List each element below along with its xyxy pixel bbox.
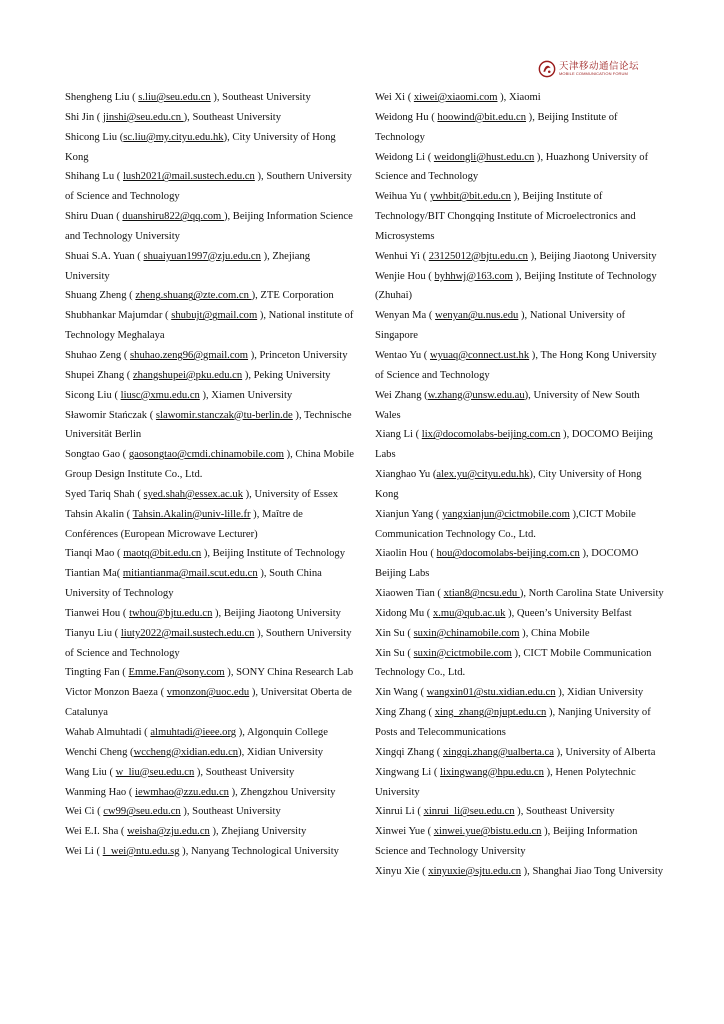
- open-paren: (: [141, 727, 151, 738]
- contributor-entry: [65, 822, 355, 842]
- contributor-entry: [65, 406, 355, 446]
- contributor-entry: [375, 544, 665, 584]
- contributor-email-link[interactable]: shuhao.zeng96@gmail.com: [130, 349, 249, 361]
- contributor-affiliation: ), Beijing Institute of Technology/BIT Chongqing Institute of Microelectronics and Microsystems: [375, 191, 636, 242]
- contributor-name: Wang Liu: [65, 766, 107, 778]
- contributor-name: Shupei Zhang: [65, 369, 125, 381]
- contributor-email-link[interactable]: iewmhao@zzu.edu.cn: [135, 786, 229, 798]
- contributor-email-link[interactable]: hou@docomolabs-beijing.com.cn: [436, 548, 580, 560]
- contributor-email-link[interactable]: 23125012@bjtu.edu.cn: [428, 250, 528, 262]
- contributor-name: Tingting Fan: [65, 667, 120, 679]
- contributor-affiliation: ), SONY China Research Lab: [224, 667, 354, 679]
- contributor-email-link[interactable]: byhhwj@163.com: [434, 270, 513, 282]
- contributor-name: Xinyu Xie: [375, 865, 420, 877]
- open-paren: (: [126, 290, 136, 302]
- forum-logo: [538, 60, 639, 78]
- contributor-affiliation: ), City University of Hong Kong: [375, 469, 642, 500]
- open-paren: (: [111, 389, 121, 401]
- contributor-name: Xing Zhang: [375, 707, 426, 719]
- contributor-email-link[interactable]: Emme.Fan@sony.com: [128, 667, 225, 679]
- contributor-affiliation: ), Xidian University: [555, 687, 644, 699]
- contributor-entry: [375, 743, 665, 763]
- contributor-email-link[interactable]: weisha@zju.edu.cn: [127, 826, 210, 838]
- contributor-entry: [65, 802, 355, 822]
- contributor-name: Tianwei Hou: [65, 607, 121, 619]
- open-paren: (: [430, 469, 437, 481]
- contributor-email-link[interactable]: syed.shah@essex.ac.uk: [143, 488, 243, 500]
- contributor-affiliation: ), The Hong Kong University of Science and Technology: [375, 349, 657, 381]
- open-paren: (: [421, 191, 430, 203]
- contributor-affiliation: ), Princeton University: [248, 349, 348, 361]
- contributor-email-link[interactable]: shuaiyuan1997@zju.edu.cn: [143, 250, 261, 262]
- open-paren: (: [417, 687, 427, 699]
- contributor-email-link[interactable]: w_liu@seu.edu.cn: [115, 766, 195, 778]
- contributor-affiliation: ), Southeast University: [514, 806, 615, 818]
- open-paren: (: [428, 111, 438, 123]
- contributor-entry: [65, 108, 355, 128]
- contributor-email-link[interactable]: jinshi@seu.edu.cn: [102, 111, 184, 123]
- open-paren: (: [113, 211, 123, 223]
- contributor-email-link[interactable]: lush2021@mail.sustech.edu.cn: [122, 171, 255, 183]
- contributor-affiliation: ), Xidian University: [238, 746, 324, 758]
- open-paren: (: [424, 826, 434, 838]
- open-paren: (: [421, 389, 428, 401]
- contributor-email-link[interactable]: suxin@cictmobile.com: [413, 647, 512, 659]
- open-paren: (: [404, 647, 414, 659]
- contributor-entry: [375, 267, 665, 307]
- contributor-name: Xianghao Yu: [375, 469, 431, 481]
- open-paren: (: [425, 707, 435, 719]
- contributor-name: Weidong Li: [375, 151, 426, 163]
- contributor-email-link[interactable]: lixingwang@hpu.edu.cn: [440, 766, 544, 778]
- contributor-email-link[interactable]: maotq@bit.edu.cn: [123, 548, 202, 560]
- contributor-email-link[interactable]: xiwei@xiaomi.com: [413, 92, 498, 103]
- contributor-email-link[interactable]: wenyan@u.nus.edu: [435, 310, 519, 322]
- contributor-affiliation: ), Beijing Institute of Technology: [375, 111, 618, 143]
- contributor-name: Wentao Yu: [375, 349, 422, 361]
- contributor-email-link[interactable]: cw99@seu.edu.cn: [103, 806, 181, 818]
- contributor-email-link[interactable]: l_wei@ntu.edu.sg: [102, 846, 180, 858]
- contributor-email-link[interactable]: Tahsin.Akalin@univ-lille.fr: [132, 508, 251, 520]
- contributor-name: Wei Li: [65, 846, 94, 858]
- contributor-name: Xianjun Yang: [375, 508, 434, 520]
- contributor-email-link[interactable]: liusc@xmu.edu.cn: [120, 389, 200, 401]
- contributor-affiliation: ), North Carolina State University: [519, 588, 664, 600]
- open-paren: (: [120, 607, 130, 619]
- contributor-name: Wenchi Cheng: [65, 746, 128, 758]
- contributor-email-link[interactable]: zheng.shuang@zte.com.cn: [135, 290, 252, 302]
- contributor-affiliation: ), National institute of Technology Meghalaya: [65, 310, 354, 342]
- contributor-email-link[interactable]: duanshiru822@qq.com: [122, 211, 224, 223]
- contributor-affiliation: ), National University of Singapore: [375, 310, 626, 342]
- contributor-entry: [65, 286, 355, 306]
- contributor-affiliation: ), Shanghai Jiao Tong University: [521, 865, 664, 877]
- contributor-name: Xingqi Zhang: [375, 746, 435, 758]
- contributor-entry: [65, 663, 355, 683]
- contributor-affiliation: ), Queen’s University Belfast: [505, 607, 632, 619]
- contributor-name: Wenyan Ma: [375, 310, 427, 322]
- contributor-email-link[interactable]: slawomir.stanczak@tu-berlin.de: [155, 409, 293, 421]
- contributor-affiliation: ), Xiamen University: [199, 389, 293, 401]
- contributor-entry: [65, 624, 355, 664]
- contributor-email-link[interactable]: zhangshupei@pku.edu.cn: [132, 369, 243, 381]
- contributor-name: Songtao Gao: [65, 449, 121, 461]
- contributor-email-link[interactable]: weidongli@hust.edu.cn: [433, 151, 535, 163]
- contributor-name: Xidong Mu: [375, 607, 425, 619]
- contributor-affiliation: ), Technische Universität Berlin: [65, 409, 352, 441]
- contributor-email-link[interactable]: shubujt@gmail.com: [171, 310, 258, 322]
- open-paren: (: [431, 766, 441, 778]
- open-paren: (: [114, 171, 123, 183]
- open-paren: (: [129, 92, 139, 103]
- contributor-email-link[interactable]: sc.liu@my.cityu.edu.hk: [123, 131, 224, 143]
- open-paren: (: [157, 687, 167, 699]
- contributor-affiliation: ), China Mobile: [519, 627, 590, 639]
- contributor-email-link[interactable]: wccheng@xidian.edu.cn: [133, 746, 239, 758]
- contributor-affiliation: ), Peking University: [242, 369, 331, 381]
- contributor-name: Wei Ci: [65, 806, 95, 818]
- contributor-entry: [65, 128, 355, 168]
- contributor-name: Tianqi Mao: [65, 548, 115, 560]
- open-paren: (: [112, 627, 121, 639]
- open-paren: (: [424, 607, 433, 619]
- contributor-email-link[interactable]: s.liu@seu.edu.cn: [138, 92, 211, 103]
- open-paren: (: [414, 806, 424, 818]
- open-paren: (: [427, 548, 437, 560]
- contributor-name: Xinrui Li: [375, 806, 415, 818]
- contributor-name: Shuai S.A. Yuan: [65, 250, 135, 262]
- contributor-entry: [65, 247, 355, 287]
- contributor-name: Syed Tariq Shah: [65, 488, 135, 500]
- contributor-affiliation: ), Beijing Information Science and Technology University: [375, 826, 638, 858]
- contributor-entry: [65, 386, 355, 406]
- contributor-entry: [375, 822, 665, 862]
- contributor-name: Xiang Li: [375, 429, 413, 441]
- contributor-entry: [65, 544, 355, 564]
- contributor-entry: [65, 505, 355, 545]
- contributor-entry: [65, 445, 355, 485]
- contributor-name: Victor Monzon Baeza: [65, 687, 158, 699]
- contributor-affiliation: ), Universitat Oberta de Catalunya: [65, 687, 352, 719]
- contributor-affiliation: ), South China University of Technology: [65, 568, 322, 600]
- contributor-affiliation: ), Huazhong University of Science and Technology: [375, 151, 649, 183]
- contributor-email-link[interactable]: xing_zhang@njupt.edu.cn: [434, 707, 547, 719]
- open-paren: (: [118, 826, 128, 838]
- open-paren: (: [94, 111, 103, 123]
- contributor-affiliation: ), China Mobile Group Design Institute Co., Ltd.: [65, 449, 354, 481]
- contributor-email-link[interactable]: xinrui_li@seu.edu.cn: [423, 806, 515, 818]
- contributor-affiliation: ),CICT Mobile Communication Technology Co., Ltd.: [375, 508, 636, 540]
- open-paren: (: [121, 349, 131, 361]
- contributor-name: Weidong Hu: [375, 111, 429, 123]
- contributor-email-link[interactable]: wyuaq@connect.ust.hk: [429, 349, 530, 361]
- contributor-affiliation: ), Henen Polytechnic University: [375, 766, 636, 798]
- contributor-entry: [375, 148, 665, 188]
- contributor-name: Wei Zhang: [375, 389, 422, 401]
- contributor-email-link[interactable]: yangxianjun@cictmobile.com: [442, 508, 570, 520]
- contributor-affiliation: ), Southern University of Science and Technology: [65, 627, 352, 659]
- contributor-affiliation: ), Zhejiang University: [65, 250, 311, 282]
- contributor-name: Wenjie Hou: [375, 270, 426, 282]
- contributor-entry: [65, 485, 355, 505]
- contributor-entry: [65, 167, 355, 207]
- contributor-entry: [375, 862, 665, 882]
- contributor-entry: [375, 683, 665, 703]
- open-paren: (: [425, 151, 434, 163]
- forum-logo-icon: [538, 60, 556, 78]
- contributor-email-link[interactable]: xingqi.zhang@ualberta.ca: [442, 746, 554, 758]
- open-paren: (: [434, 746, 443, 758]
- contributor-affiliation: ), Beijing Institute of Technology: [201, 548, 346, 560]
- contributor-affiliation: ), University of Essex: [243, 488, 339, 500]
- contributor-affiliation: ), Zhengzhou University: [228, 786, 336, 798]
- contributor-email-link[interactable]: xinwei.yue@bistu.edu.cn: [433, 826, 542, 838]
- contributor-entry: [65, 207, 355, 247]
- contributor-affiliation: ), DOCOMO Beijing Labs: [375, 548, 639, 580]
- open-paren: (: [93, 846, 103, 858]
- contributor-email-link[interactable]: twhou@bjtu.edu.cn: [129, 607, 213, 619]
- contributor-affiliation: ), ZTE Corporation: [251, 290, 334, 302]
- open-paren: (: [405, 92, 414, 103]
- contributor-affiliation: ), Nanyang Technological University: [179, 846, 339, 858]
- contributor-email-link[interactable]: x.mu@qub.ac.uk: [432, 607, 506, 619]
- contributor-entry: [375, 386, 665, 426]
- contributor-email-link[interactable]: w.zhang@unsw.edu.au: [427, 389, 525, 401]
- open-paren: (: [106, 766, 116, 778]
- contributor-email-link[interactable]: almuhtadi@ieee.org: [150, 727, 237, 738]
- open-paren: (: [421, 349, 430, 361]
- contributor-affiliation: ), Zhejiang University: [209, 826, 307, 838]
- contributor-affiliation: ), Southern University of Science and Technology: [65, 171, 352, 203]
- contributor-name: Xingwang Li: [375, 766, 432, 778]
- open-paren: (: [124, 508, 133, 520]
- contributor-entry: [375, 505, 665, 545]
- contributor-name: Shicong Liu: [65, 131, 118, 143]
- contributor-entry: [65, 604, 355, 624]
- contributor-email-link[interactable]: hoowind@bit.edu.cn: [437, 111, 527, 123]
- contributor-affiliation: ), Beijing Information Science and Technology University: [65, 211, 353, 242]
- open-paren: (: [134, 488, 144, 500]
- contributor-name: Sicong Liu: [65, 389, 112, 401]
- open-paren: (: [434, 588, 444, 600]
- open-paren: (: [120, 449, 129, 461]
- contributor-email-link[interactable]: xtian8@ncsu.edu: [443, 588, 520, 600]
- contributor-affiliation: ), Xiaomi: [497, 92, 541, 103]
- contributor-entry: [375, 584, 665, 604]
- logo-text-en: MOBILE COMMUNICATION FORUM: [559, 71, 628, 77]
- contributor-name: Shiru Duan: [65, 211, 114, 223]
- contributor-name: Tahsin Akalin: [65, 508, 124, 520]
- contributor-entry: [375, 763, 665, 803]
- contributor-entry: [65, 306, 355, 346]
- contributor-entry: [65, 88, 355, 108]
- open-paren: (: [426, 310, 436, 322]
- contributor-name: Shengheng Liu: [65, 92, 130, 103]
- contributor-email-link[interactable]: ywhbit@bit.edu.cn: [429, 191, 511, 203]
- contributor-entry: [375, 465, 665, 505]
- contributor-entry: [375, 346, 665, 386]
- contributor-entry: [65, 723, 355, 743]
- open-paren: (: [119, 667, 129, 679]
- contributor-entry: [375, 703, 665, 743]
- contributor-affiliation: ), DOCOMO Beijing Labs: [375, 429, 653, 461]
- contributor-entry: [375, 624, 665, 644]
- contributor-name: Wenhui Yi: [375, 250, 420, 262]
- contributor-email-link[interactable]: suxin@chinamobile.com: [413, 627, 520, 639]
- open-paren: (: [404, 627, 414, 639]
- contributor-affiliation: ), University of New South Wales: [375, 389, 640, 421]
- contributor-affiliation: ), Southeast University: [183, 111, 282, 123]
- contributor-name: Tiantian Ma: [65, 568, 117, 580]
- contributor-email-link[interactable]: mitiantianma@mail.scut.edu.cn: [122, 568, 258, 580]
- contributor-name: Shi Jin: [65, 111, 95, 123]
- contributor-entry: [375, 88, 665, 108]
- contributor-name: Wanming Hao: [65, 786, 127, 798]
- open-paren: (: [117, 131, 124, 143]
- open-paren: (: [433, 508, 443, 520]
- contributor-entry: [375, 644, 665, 684]
- contributor-email-link[interactable]: vmonzon@uoc.edu: [166, 687, 250, 699]
- contributor-name: Sławomir Stańczak: [65, 409, 148, 421]
- contributor-affiliation: ), Beijing Institute of Technology (Zhuhai): [375, 270, 657, 302]
- open-paren: (: [126, 786, 136, 798]
- contributor-name: Wei E.I. Sha: [65, 826, 119, 838]
- right-column: [375, 88, 665, 882]
- contributor-name: Xin Su: [375, 627, 405, 639]
- contributor-entry: [375, 187, 665, 247]
- contributor-entry: [375, 802, 665, 822]
- contributor-email-link[interactable]: xinyuxie@sjtu.edu.cn: [428, 865, 521, 877]
- contributor-name: Xin Su: [375, 647, 405, 659]
- contributor-entry: [375, 306, 665, 346]
- contributor-affiliation: ), Beijing Jiaotong University: [212, 607, 341, 619]
- open-paren: (: [114, 548, 124, 560]
- contributor-entry: [65, 346, 355, 366]
- open-paren: (: [425, 270, 435, 282]
- contributor-entry: [375, 425, 665, 465]
- contributor-name: Xin Wang: [375, 687, 418, 699]
- contributor-entry: [65, 683, 355, 723]
- open-paren: (: [162, 310, 172, 322]
- contributor-entry: [375, 247, 665, 267]
- open-paren: (: [419, 865, 429, 877]
- contributor-affiliation: ), Maître de Conférences (European Microwave Lecturer): [65, 508, 303, 540]
- contributor-name: Shihang Lu: [65, 171, 115, 183]
- logo-text-cn: 天津移动通信论坛: [559, 60, 640, 72]
- contributor-name: Shubhankar Majumdar: [65, 310, 163, 322]
- open-paren: (: [134, 250, 144, 262]
- open-paren: (: [94, 806, 104, 818]
- contributor-name: Wahab Almuhtadi: [65, 727, 142, 738]
- contributor-affiliation: ), City University of Hong Kong: [65, 131, 336, 163]
- contributor-name: Weihua Yu: [375, 191, 422, 203]
- contributor-name: Shuhao Zeng: [65, 349, 122, 361]
- open-paren: (: [124, 369, 133, 381]
- open-paren: (: [412, 429, 422, 441]
- contributor-name: Shuang Zheng: [65, 290, 127, 302]
- contributor-entry: [65, 564, 355, 604]
- contributor-name: Xiaowen Tian: [375, 588, 435, 600]
- contributor-name: Wei Xi: [375, 92, 406, 103]
- contributor-name: Xiaolin Hou: [375, 548, 428, 560]
- contributor-entry: [65, 743, 355, 763]
- left-column: [65, 88, 355, 862]
- open-paren: (: [419, 250, 429, 262]
- contributor-entry: [65, 763, 355, 783]
- contributor-email-link[interactable]: wangxin01@stu.xidian.edu.cn: [426, 687, 556, 699]
- contributor-entry: [375, 108, 665, 148]
- contributor-entry: [65, 842, 355, 862]
- contributor-name: Tianyu Liu: [65, 627, 112, 639]
- contributor-affiliation: ), Nanjing University of Posts and Telecommunications: [375, 707, 651, 738]
- contributor-email-link[interactable]: lix@docomolabs-beijing.com.cn: [421, 429, 561, 441]
- contributor-name: Xinwei Yue: [375, 826, 425, 838]
- contributor-affiliation: ), University of Alberta: [553, 746, 656, 758]
- contributor-entry: [65, 366, 355, 386]
- open-paren: (: [147, 409, 156, 421]
- contributor-affiliation: ), Beijing Jiaotong University: [527, 250, 657, 262]
- contributor-entry: [375, 604, 665, 624]
- contributor-affiliation: ), Southeast University: [180, 806, 281, 818]
- contributor-email-link[interactable]: liuty2022@mail.sustech.edu.cn: [120, 627, 255, 639]
- contributor-affiliation: ), Algonquin College: [236, 727, 328, 738]
- open-paren: (: [116, 568, 123, 580]
- open-paren: (: [127, 746, 134, 758]
- contributor-affiliation: ), Southeast University: [194, 766, 295, 778]
- contributor-affiliation: ), Southeast University: [210, 92, 311, 103]
- contributor-entry: [65, 783, 355, 803]
- contributor-email-link[interactable]: gaosongtao@cmdi.chinamobile.com: [128, 449, 284, 461]
- contributor-email-link[interactable]: alex.yu@cityu.edu.hk: [436, 469, 530, 481]
- contributor-affiliation: ), CICT Mobile Communication Technology Co., Ltd.: [375, 647, 652, 679]
